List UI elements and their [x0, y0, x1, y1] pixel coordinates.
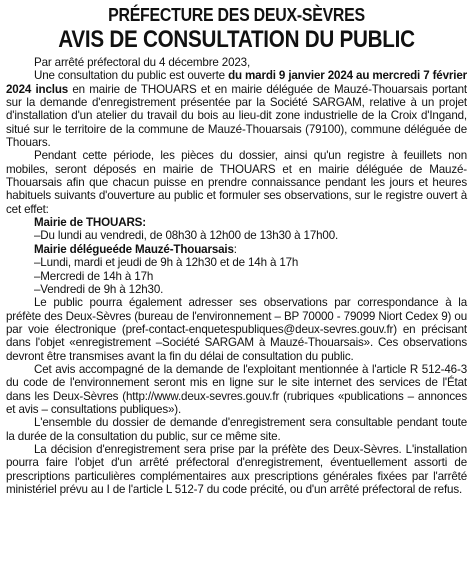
consultation-dates: du mardi 9 janvier 2024 au mercredi 7 février 2024 inclus: [6, 69, 467, 96]
paragraph-decision: La décision d'enregistrement sera prise par la préfète des Deux-Sèvres. L'installation pourra faire l'objet d'un arrêté préfectoral d'enregistrement, éventuellement assorti de prescriptions particulières complémentaires aux prescriptions générales fixées par l'arrêté ministériel prévu au I de l'article L 512-7 du code précité, ou d'un arrêté préfectoral de refus.: [6, 442, 467, 496]
prefecture-title: PRÉFECTURE DES DEUX-SÈVRES: [108, 4, 365, 25]
mairie-thouars-hours: –Du lundi au vendredi, de 08h30 à 12h00 de 13h30 à 17h00.: [34, 229, 339, 243]
mairie-thouars-title: Mairie de THOUARS:: [34, 216, 146, 230]
paragraph-registre: Pendant cette période, les pièces du dossier, ainsi qu'un registre à feuillets non mobiles, seront déposés en mairie de THOUARS et en mairie déléguée de Mauzé-Thouarsais afin que chacun puisse en prendre connaissance pendant les jours et heures habituels suivants d'ouverture au public et formuler ses observations, sur le registre ouvert à cet effet:: [6, 149, 467, 216]
mairie-mauze-hours-2: –Mercredi de 14h à 17h: [34, 269, 154, 283]
notice-title: AVIS DE CONSULTATION DU PUBLIC: [58, 26, 415, 53]
paragraph-correspondance: Le public pourra également adresser ses observations par correspondance à la préfète des Deux-Sèvres (bureau de l'environnement – BP 70000 - 79099 Niort Cedex 9) ou par voie électronique (pref-contact-enquetespubliques@deux-sevres.gouv.fr) en précisant dans l'objet «enregistrement –Société SARGAM à Mauzé-Thouarsais». Ces observations devront être transmises avant la fin du délai de consultation du public.: [6, 296, 467, 363]
consultation-details: en mairie de THOUARS et en mairie déléguée de Mauzé-Thouarsais portant sur la demande d'enregistrement présentée par la Société SARGAM, relative à un projet d'installation d'un atelier du travail du bois au lieu-dit zone industrielle de la Croix d'Ingand, situé sur le territoire de la commune de Mauzé-Thouarsais (79100), commune déléguée de Thouars.: [6, 82, 467, 150]
paragraph-arrete: Par arrêté préfectoral du 4 décembre 2023,: [34, 56, 251, 69]
mairie-mauze-hours-1: –Lundi, mardi et jeudi de 9h à 12h30 et de 14h à 17h: [34, 256, 299, 270]
notice-body: [6, 56, 467, 496]
paragraph-consultation: [6, 69, 467, 149]
paragraph-dossier: L'ensemble du dossier de demande d'enregistrement sera consultable pendant toute la durée de la consultation du public, sur ce même site.: [6, 416, 467, 443]
mairie-mauze-colon: :: [233, 242, 237, 256]
mairie-mauze-hours-3: –Vendredi de 9h à 12h30.: [34, 282, 164, 296]
mairie-mauze-heading: [34, 243, 467, 256]
paragraph-mise-en-ligne: Cet avis accompagné de la demande de l'exploitant mentionnée à l'article R 512-46-3 du code de l'environnement seront mis en ligne sur le site internet des services de l'État dans les Deux-Sèvres (http://www.deux-sevres.gouv.fr (rubriques «publications – annonces et avis – consultations publiques»).: [6, 362, 467, 416]
consultation-intro: Une consultation du public est ouverte: [34, 69, 229, 83]
mairie-mauze-title: Mairie délégueéde Mauzé-Thouarsais: [34, 242, 234, 256]
